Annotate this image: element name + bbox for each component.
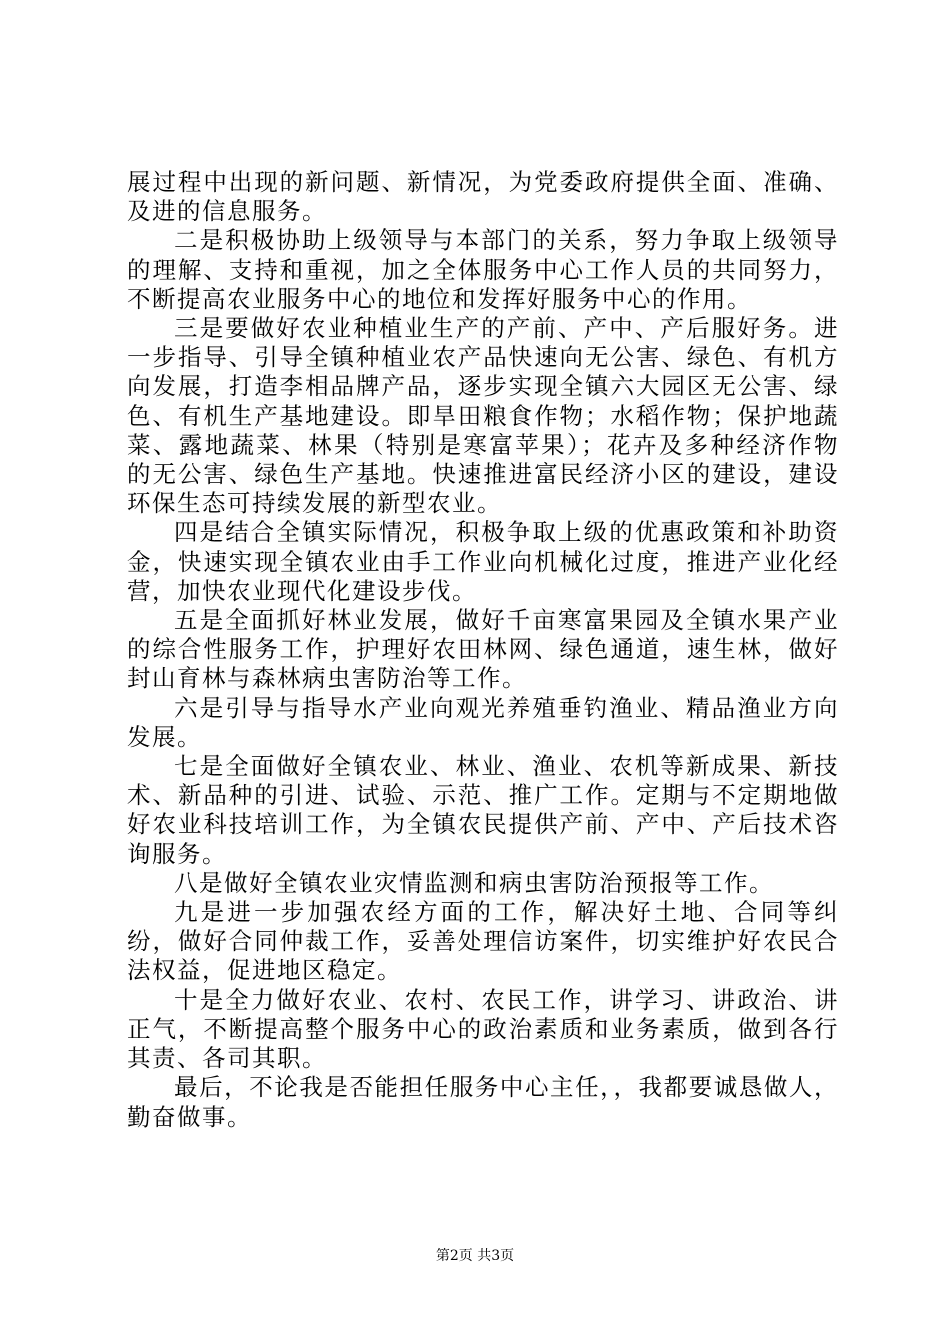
page-number-footer: 第2页 共3页 xyxy=(435,1248,515,1264)
paragraph-item-10: 十是全力做好农业、农村、农民工作，讲学习、讲政治、讲正气，不断提高整个服务中心的政治素质和业务素质，做到各行其责、各司其职。 xyxy=(127,985,839,1073)
paragraph-continuation: 展过程中出现的新问题、新情况，为党委政府提供全面、准确、及进的信息服务。 xyxy=(127,168,839,226)
paragraph-item-5: 五是全面抓好林业发展，做好千亩寒富果园及全镇水果产业的综合性服务工作，护理好农田林网、绿色通道，速生林，做好封山育林与森林病虫害防治等工作。 xyxy=(127,606,839,693)
document-body xyxy=(127,168,839,1132)
paragraph-item-2: 二是积极协助上级领导与本部门的关系，努力争取上级领导的理解、支持和重视，加之全体服务中心工作人员的共同努力，不断提高农业服务中心的地位和发挥好服务中心的作用。 xyxy=(127,226,839,313)
paragraph-item-7: 七是全面做好全镇农业、林业、渔业、农机等新成果、新技术、新品种的引进、试验、示范、推广工作。定期与不定期地做好农业科技培训工作，为全镇农民提供产前、产中、产后技术咨询服务。 xyxy=(127,752,839,868)
paragraph-closing: 最后，不论我是否能担任服务中心主任，，我都要诚恳做人，勤奋做事。 xyxy=(127,1073,839,1131)
paragraph-item-4: 四是结合全镇实际情况，积极争取上级的优惠政策和补助资金，快速实现全镇农业由手工作业向机械化过度，推进产业化经营，加快农业现代化建设步伐。 xyxy=(127,518,839,605)
paragraph-item-9: 九是进一步加强农经方面的工作，解决好土地、合同等纠纷，做好合同仲裁工作，妥善处理信访案件，切实维护好农民合法权益，促进地区稳定。 xyxy=(127,898,839,985)
paragraph-item-6: 六是引导与指导水产业向观光养殖垂钓渔业、精品渔业方向发展。 xyxy=(127,693,839,751)
paragraph-item-3: 三是要做好农业种植业生产的产前、产中、产后服好务。进一步指导、引导全镇种植业农产品快速向无公害、绿色、有机方向发展，打造李相品牌产品，逐步实现全镇六大园区无公害、绿色、有机生产基地建设。即旱田粮食作物；水稻作物；保护地蔬菜、露地蔬菜、林果（特别是寒富苹果）；花卉及多种经济作物的无公害、绿色生产基地。快速推进富民经济小区的建设，建设环保生态可持续发展的新型农业。 xyxy=(127,314,839,518)
paragraph-item-8: 八是做好全镇农业灾情监测和病虫害防治预报等工作。 xyxy=(174,868,774,897)
